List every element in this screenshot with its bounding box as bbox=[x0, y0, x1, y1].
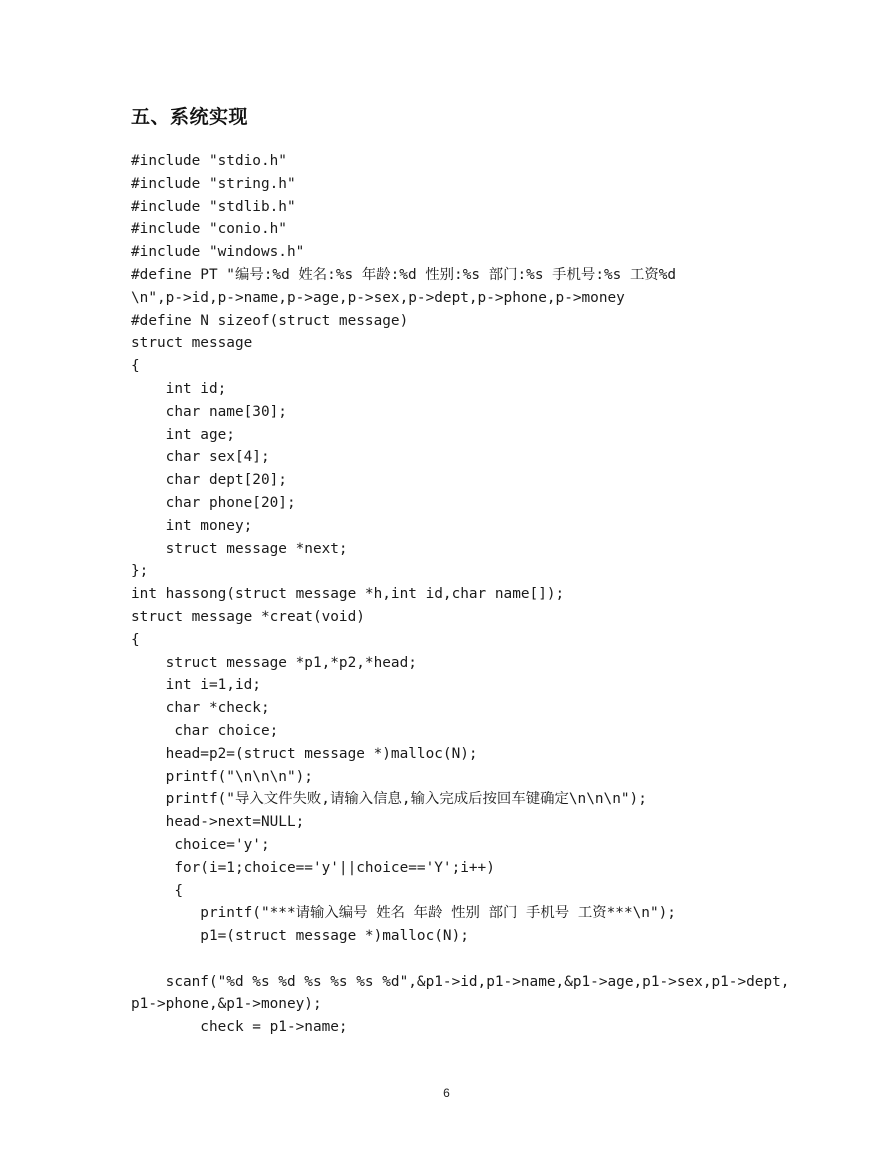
page-number: 6 bbox=[443, 1086, 450, 1100]
code-line: }; bbox=[131, 563, 149, 580]
code-line: char phone[20]; bbox=[131, 494, 296, 511]
section-heading: 五、系统实现 bbox=[131, 106, 249, 128]
code-line: printf("***请输入编号 姓名 年龄 性别 部门 手机号 工资***\n"); bbox=[131, 905, 676, 922]
code-line: int hassong(struct message *h,int id,char name[]); bbox=[131, 586, 565, 603]
code-line: #include "string.h" bbox=[131, 175, 296, 192]
code-line: int money; bbox=[131, 517, 253, 534]
code-line: char *check; bbox=[131, 700, 270, 717]
code-line: char name[30]; bbox=[131, 403, 287, 420]
code-line: #include "conio.h" bbox=[131, 221, 287, 238]
code-line: char dept[20]; bbox=[131, 472, 287, 489]
code-listing bbox=[131, 150, 791, 1039]
code-line: head->next=NULL; bbox=[131, 814, 305, 831]
code-line: int id; bbox=[131, 380, 227, 397]
code-line: #include "stdlib.h" bbox=[131, 198, 296, 215]
code-line: #include "stdio.h" bbox=[131, 153, 287, 169]
code-line: p1->phone,&p1->money); bbox=[131, 996, 322, 1013]
code-line: { bbox=[131, 631, 140, 648]
code-line: check = p1->name; bbox=[131, 1019, 348, 1036]
code-line: p1=(struct message *)malloc(N); bbox=[131, 928, 469, 945]
code-line: #include "windows.h" bbox=[131, 244, 305, 261]
code-line: struct message *p1,*p2,*head; bbox=[131, 654, 417, 671]
code-line: #define PT "编号:%d 姓名:%s 年龄:%d 性别:%s 部门:%s 手机号:%s 工资%d bbox=[131, 266, 677, 283]
code-line: { bbox=[131, 882, 183, 899]
code-line: char sex[4]; bbox=[131, 449, 270, 466]
code-line: choice='y'; bbox=[131, 836, 270, 853]
code-line: \n",p->id,p->name,p->age,p->sex,p->dept,p->phone,p->money bbox=[131, 289, 625, 306]
code-line: { bbox=[131, 358, 140, 375]
code-line bbox=[131, 948, 791, 971]
code-line: struct message bbox=[131, 335, 253, 352]
code-line: printf("\n\n\n"); bbox=[131, 768, 313, 785]
code-line: int i=1,id; bbox=[131, 677, 261, 694]
code-line: head=p2=(struct message *)malloc(N); bbox=[131, 745, 478, 762]
code-line: char choice; bbox=[131, 722, 279, 739]
code-line: struct message *next; bbox=[131, 540, 348, 557]
code-line: struct message *creat(void) bbox=[131, 608, 365, 625]
code-line: printf("导入文件失败,请输入信息,输入完成后按回车键确定\n\n\n"); bbox=[131, 791, 647, 808]
code-line: scanf("%d %s %d %s %s %s %d",&p1->id,p1->name,&p1->age,p1->sex,p1->dept, bbox=[131, 973, 790, 990]
code-line: for(i=1;choice=='y'||choice=='Y';i++) bbox=[131, 859, 495, 876]
code-line: int age; bbox=[131, 426, 235, 443]
code-line: #define N sizeof(struct message) bbox=[131, 312, 409, 329]
